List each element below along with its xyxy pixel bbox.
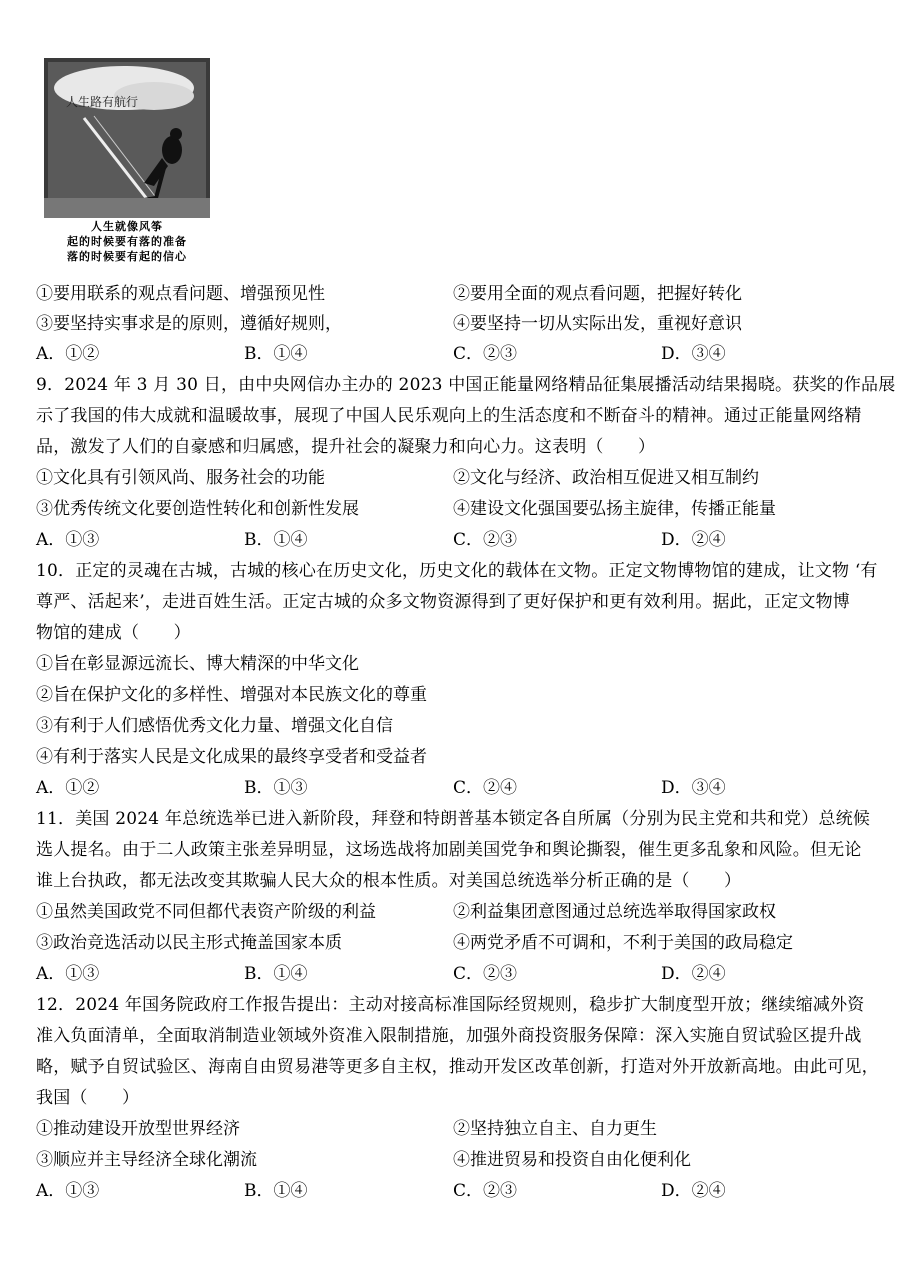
q9-option-2: ②文化与经济、政治相互促进又相互制约 [453, 468, 759, 488]
q8-answer-d: D．③④ [661, 344, 726, 364]
q11-option-1: ①虽然美国政党不同但都代表资产阶级的利益 [36, 902, 376, 922]
q11-answer-a: A．①③ [36, 964, 100, 984]
q12-answer-d: D．②④ [661, 1181, 726, 1201]
q10-stem-line-3: 物馆的建成（ ） [36, 623, 191, 643]
q10-stem-line-2: 尊严、活起来’，走进百姓生活。正定古城的众多文物资源得到了更好保护和更有效利用。据此，正定文物博 [36, 592, 851, 612]
q9-answer-b: B．①④ [244, 530, 308, 550]
q12-option-1: ①推动建设开放型世界经济 [36, 1119, 240, 1139]
q11-answer-c: C．②③ [453, 964, 518, 984]
q11-stem-line-2: 选人提名。由于二人政策主张差异明显，这场选战将加剧美国党争和舆论撕裂，催生更多乱象和风险。但无论 [36, 840, 862, 860]
q9-stem-line-3: 品，激发了人们的自豪感和归属感，提升社会的凝聚力和向心力。这表明（ ） [36, 437, 656, 457]
q12-stem-line-2: 准入负面清单，全面取消制造业领域外资准入限制措施，加强外商投资服务保障：深入实施自贸试验区提升战 [36, 1026, 862, 1046]
q8-option-3: ③要坚持实事求是的原则，遵循好规则， [36, 314, 342, 334]
q10-option-4: ④有利于落实人民是文化成果的最终享受者和受益者 [36, 747, 427, 767]
cartoon-caption-1: 人生就像风筝 [91, 220, 163, 233]
q11-answer-b: B．①④ [244, 964, 308, 984]
q8-option-2: ②要用全面的观点看问题，把握好转化 [453, 284, 742, 304]
q10-option-2: ②旨在保护文化的多样性、增强对本民族文化的尊重 [36, 685, 427, 705]
q11-option-3: ③政治竞选活动以民主形式掩盖国家本质 [36, 933, 342, 953]
q12-answer-a: A．①③ [36, 1181, 100, 1201]
q12-stem-line-4: 我国（ ） [36, 1088, 140, 1108]
q9-answer-c: C．②③ [453, 530, 518, 550]
q12-stem-line-3: 略，赋予自贸试验区、海南自由贸易港等更多自主权，推动开发区改革创新，打造对外开放新高地。由此可见， [36, 1057, 879, 1077]
q9-option-4: ④建设文化强国要弘扬主旋律，传播正能量 [453, 499, 776, 519]
q10-answer-c: C．②④ [453, 778, 518, 798]
cartoon-drawing [44, 58, 210, 218]
q10-option-3: ③有利于人们感悟优秀文化力量、增强文化自信 [36, 716, 393, 736]
q9-answer-d: D．②④ [661, 530, 726, 550]
q12-stem-line-1: 12．2024 年国务院政府工作报告提出：主动对接高标准国际经贸规则，稳步扩大制度型开放；继续缩减外资 [36, 995, 865, 1015]
cartoon-sign-text: 人生路有航行 [66, 95, 139, 109]
q9-stem-line-1: 9．2024 年 3 月 30 日，由中央网信办主办的 2023 中国正能量网络精品征集展播活动结果揭晓。获奖的作品展 [36, 375, 896, 395]
q11-option-2: ②利益集团意图通过总统选举取得国家政权 [453, 902, 776, 922]
q9-stem-line-2: 示了我国的伟大成就和温暖故事，展现了中国人民乐观向上的生活态度和不断奋斗的精神。通过正能量网络精 [36, 406, 862, 426]
q10-stem-line-1: 10．正定的灵魂在古城，古城的核心在历史文化，历史文化的载体在文物。正定文物博物馆的建成，让文物 ‘有 [36, 561, 878, 581]
q10-answer-b: B．①③ [244, 778, 308, 798]
q10-option-1: ①旨在彰显源远流长、博大精深的中华文化 [36, 654, 359, 674]
q8-option-4: ④要坚持一切从实际出发，重视好意识 [453, 314, 742, 334]
q10-answer-d: D．③④ [661, 778, 726, 798]
q11-stem-line-1: 11．美国 2024 年总统选举已进入新阶段，拜登和特朗普基本锁定各自所属（分别为民主党和共和党）总统候 [36, 809, 871, 829]
q9-answer-a: A．①③ [36, 530, 100, 550]
q12-option-2: ②坚持独立自主、自力更生 [453, 1119, 657, 1139]
q11-answer-d: D．②④ [661, 964, 726, 984]
q12-option-4: ④推进贸易和投资自由化便利化 [453, 1150, 691, 1170]
q12-answer-b: B．①④ [244, 1181, 308, 1201]
cartoon-caption-3: 落的时候要有起的信心 [67, 250, 187, 263]
q8-option-1: ①要用联系的观点看问题、增强预见性 [36, 284, 325, 304]
q11-stem-line-3: 谁上台执政，都无法改变其欺骗人民大众的根本性质。对美国总统选举分析正确的是（ ） [36, 871, 742, 891]
kite-cartoon [44, 58, 210, 268]
q10-answer-a: A．①② [36, 778, 100, 798]
q8-answer-b: B．①④ [244, 344, 308, 364]
q8-answer-c: C．②③ [453, 344, 518, 364]
q9-option-1: ①文化具有引领风尚、服务社会的功能 [36, 468, 325, 488]
cartoon-caption-2: 起的时候要有落的准备 [67, 235, 187, 248]
q12-option-3: ③顺应并主导经济全球化潮流 [36, 1150, 257, 1170]
q11-option-4: ④两党矛盾不可调和，不利于美国的政局稳定 [453, 933, 793, 953]
q8-answer-a: A．①② [36, 344, 100, 364]
q9-option-3: ③优秀传统文化要创造性转化和创新性发展 [36, 499, 359, 519]
q12-answer-c: C．②③ [453, 1181, 518, 1201]
